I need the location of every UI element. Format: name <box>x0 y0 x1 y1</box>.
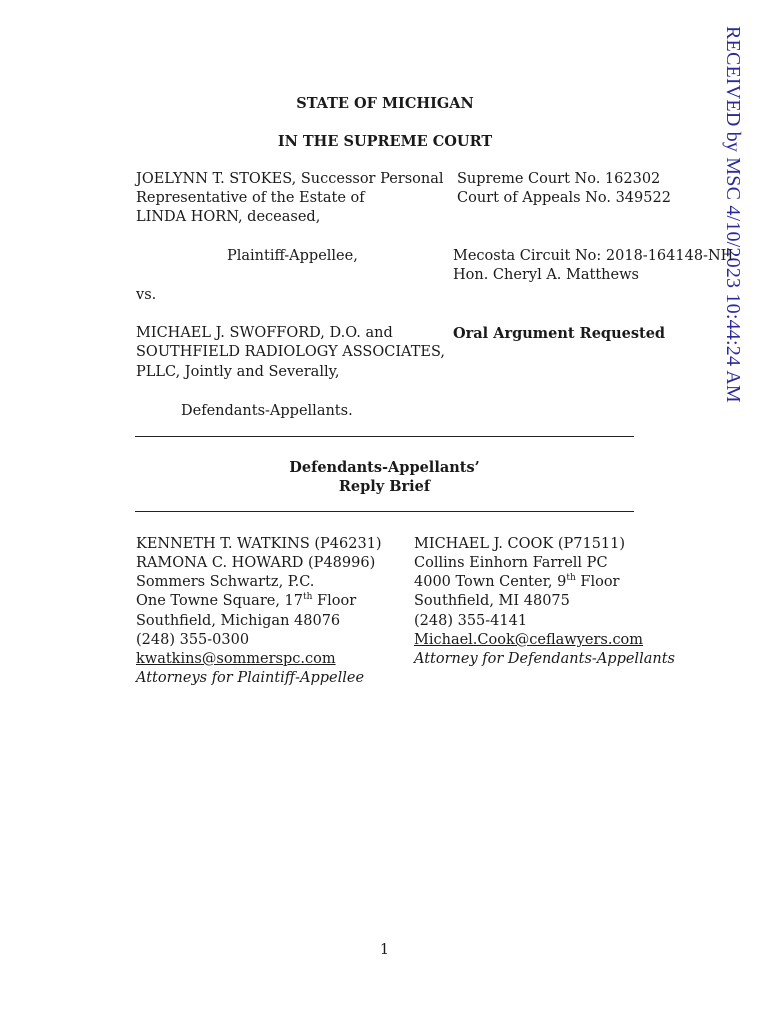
court-heading: IN THE SUPREME COURT <box>277 133 493 150</box>
judge-name: Hon. Cheryl A. Matthews <box>453 267 639 283</box>
defendant-counsel-city: Southfield, MI 48075 <box>414 593 570 609</box>
plaintiff-line-2: Representative of the Estate of <box>136 190 365 206</box>
defendant-counsel-address <box>414 573 619 593</box>
plaintiff-counsel-phone: (248) 355-0300 <box>136 632 250 648</box>
divider-top <box>135 436 634 437</box>
plaintiff-counsel-city: Southfield, Michigan 48076 <box>136 613 341 629</box>
plaintiff-counsel-address <box>136 592 356 612</box>
defendants-role: Defendants-Appellants. <box>181 403 353 419</box>
plaintiff-counsel-address-street: One Towne Square, 17 <box>136 593 304 609</box>
brief-title-line-2: Reply Brief <box>338 478 431 495</box>
defendant-counsel-firm: Collins Einhorn Farrell PC <box>414 555 608 571</box>
defendant-counsel-email-link[interactable]: Michael.Cook@ceflawyers.com <box>414 632 644 648</box>
defendant-counsel-address-ordinal: th <box>566 573 576 584</box>
divider-bottom <box>135 511 634 512</box>
plaintiff-line-1: JOELYNN T. STOKES, Successor Personal <box>136 171 444 187</box>
plaintiff-role: Plaintiff-Appellee, <box>227 248 358 264</box>
defendants-line-2: SOUTHFIELD RADIOLOGY ASSOCIATES, <box>136 344 446 360</box>
circuit-number: Mecosta Circuit No: 2018-164148-NH <box>453 248 734 264</box>
plaintiff-counsel-email-link[interactable]: kwatkins@sommerspc.com <box>136 651 336 667</box>
defendant-counsel-phone: (248) 355-4141 <box>414 613 528 629</box>
versus-label: vs. <box>136 287 157 303</box>
state-heading: STATE OF MICHIGAN <box>296 95 474 112</box>
plaintiff-counsel-name-2: RAMONA C. HOWARD (P48996) <box>136 555 376 571</box>
defendant-counsel-role: Attorney for Defendants-Appellants <box>414 651 675 667</box>
defendants-line-1: MICHAEL J. SWOFFORD, D.O. and <box>136 325 393 341</box>
defendant-counsel-address-street: 4000 Town Center, 9 <box>414 574 567 590</box>
oral-argument-label: Oral Argument Requested <box>453 325 666 342</box>
plaintiff-counsel-address-floor: Floor <box>312 593 357 609</box>
plaintiff-counsel-role: Attorneys for Plaintiff-Appellee <box>136 670 365 686</box>
supreme-court-number: Supreme Court No. 162302 <box>457 171 661 187</box>
brief-title-line-1: Defendants-Appellants’ <box>289 459 480 476</box>
defendants-line-3: PLLC, Jointly and Severally, <box>136 364 340 380</box>
plaintiff-counsel-firm: Sommers Schwartz, P.C. <box>136 574 315 590</box>
court-of-appeals-number: Court of Appeals No. 349522 <box>457 190 671 206</box>
received-stamp: RECEIVED by MSC 4/10/2023 10:44:24 AM <box>722 26 744 403</box>
defendant-counsel-name: MICHAEL J. COOK (P71511) <box>414 536 626 552</box>
plaintiff-counsel-address-ordinal: th <box>303 592 313 603</box>
plaintiff-line-3: LINDA HORN, deceased, <box>136 209 321 225</box>
page-number: 1 <box>379 942 390 958</box>
plaintiff-counsel-name-1: KENNETH T. WATKINS (P46231) <box>136 536 382 552</box>
defendant-counsel-address-floor: Floor <box>575 574 620 590</box>
